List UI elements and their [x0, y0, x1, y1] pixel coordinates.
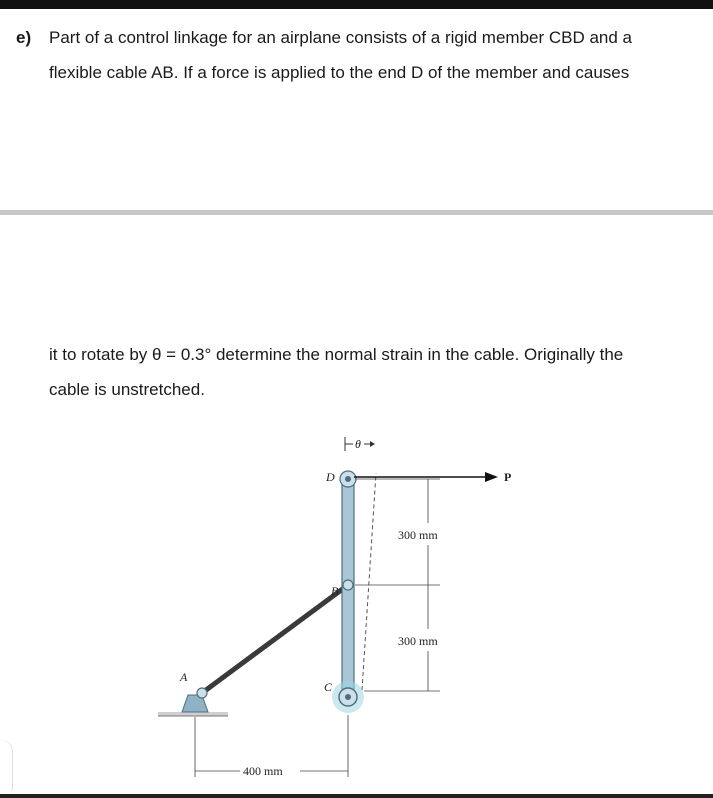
problem-label: e) [16, 28, 32, 47]
problem-line-1: Part of a control linkage for an airplane consists of a rigid member CBD and a [49, 28, 633, 47]
dim-upper: 300 mm [398, 528, 438, 542]
bottom-bar [0, 794, 713, 798]
dim-horizontal: 400 mm [243, 764, 283, 778]
force-arrow-icon [485, 472, 498, 482]
pin-c-center [345, 694, 351, 700]
left-edge-tab [0, 740, 13, 790]
label-p: P [504, 470, 512, 484]
label-c: C [324, 680, 333, 694]
problem-line-3: it to rotate by θ = 0.3° determine the normal strain in the cable. Originally the [49, 345, 624, 364]
theta-arrow-icon [370, 441, 375, 447]
pin-b [343, 580, 353, 590]
label-a: A [180, 670, 188, 684]
label-d: D [326, 470, 335, 484]
rotated-member-line [362, 473, 376, 690]
cable-ab [202, 585, 348, 693]
label-theta: θ [355, 437, 361, 451]
label-b: B [331, 584, 339, 598]
pin-d-center [345, 476, 351, 482]
dim-lower: 300 mm [398, 634, 438, 648]
section-divider [0, 210, 713, 215]
problem-line-4: cable is unstretched. [49, 380, 205, 399]
problem-line-2: flexible cable AB. If a force is applied to the end D of the member and causes [49, 63, 630, 82]
top-bar [0, 0, 713, 9]
pin-a [197, 688, 207, 698]
linkage-diagram [140, 425, 540, 785]
ground-plate [158, 712, 228, 716]
linkage-figure [140, 425, 540, 785]
